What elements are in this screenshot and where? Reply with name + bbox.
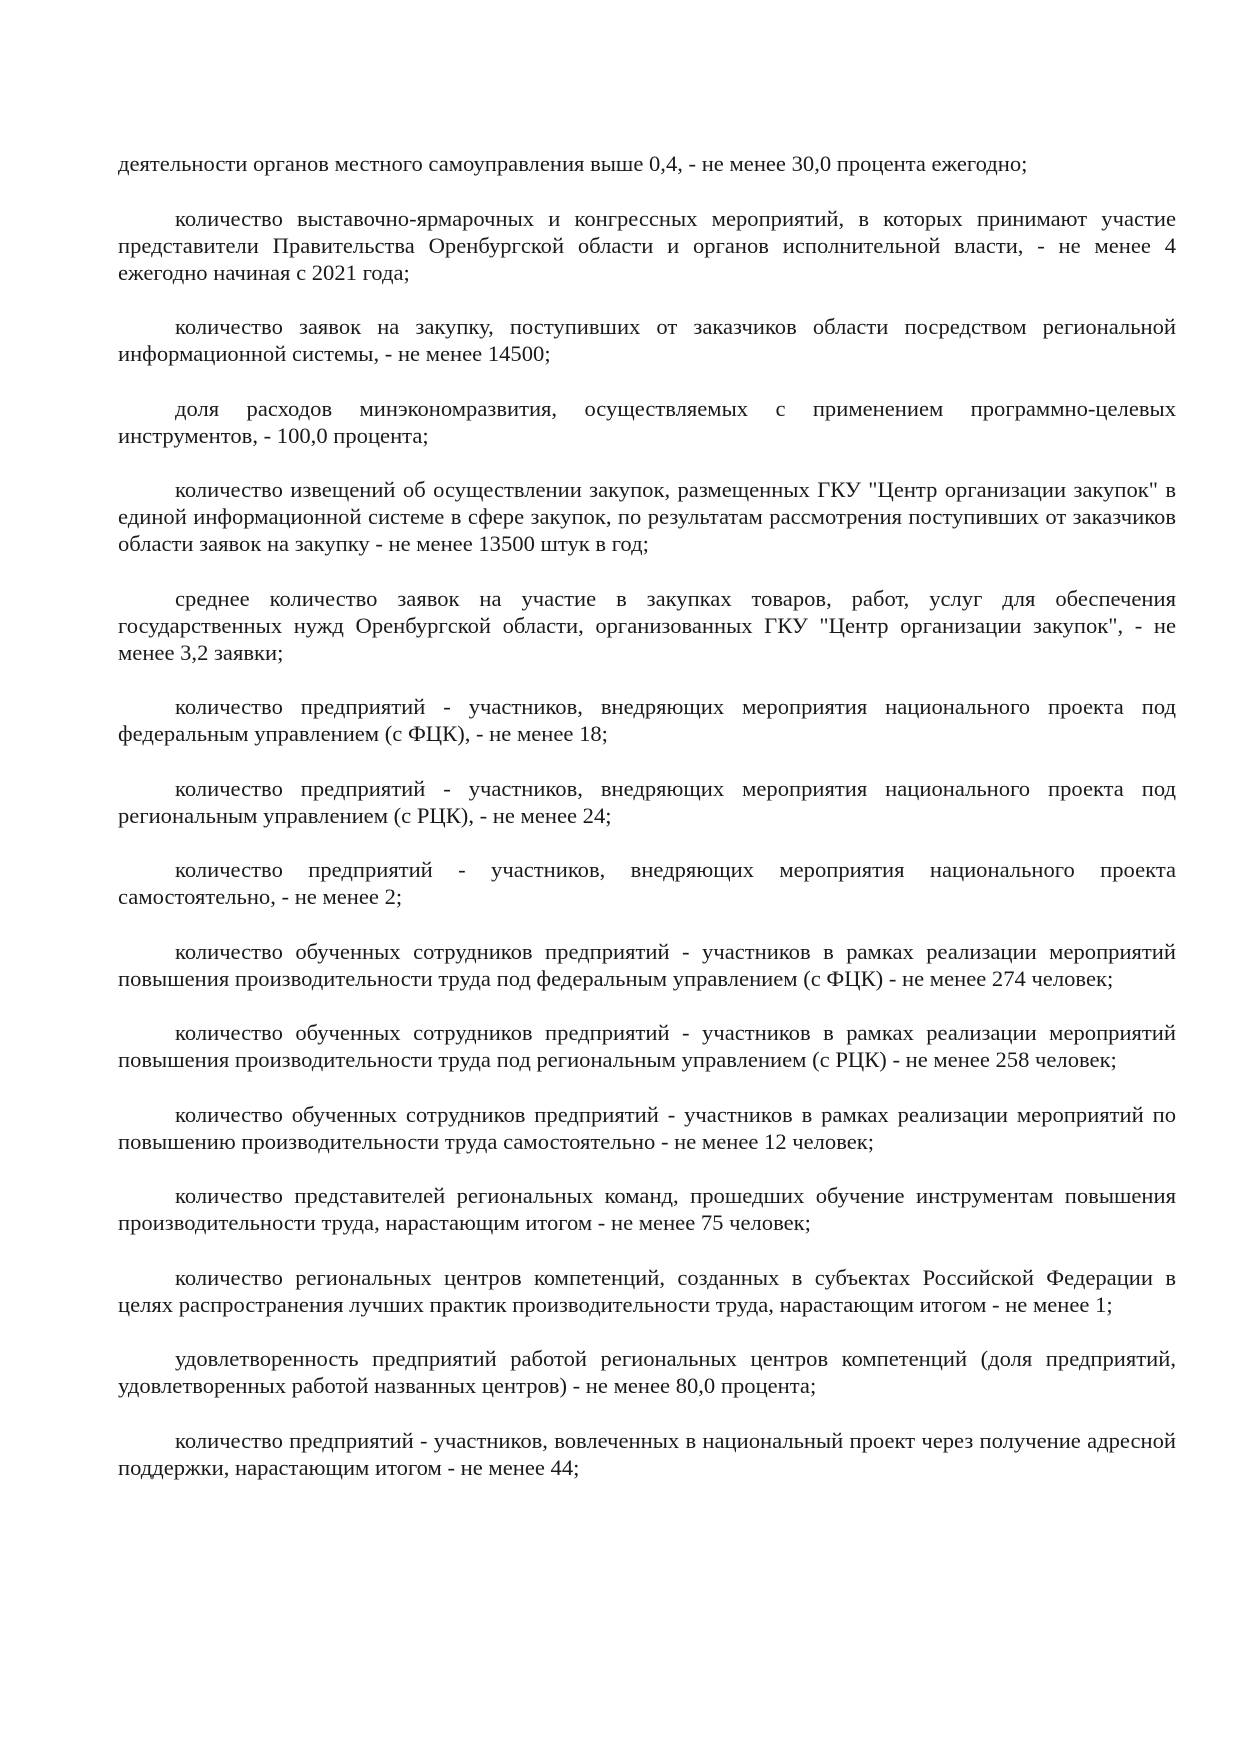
- paragraph-enterprises-rck: количество предприятий - участников, внедряющих мероприятия национального проекта под региональным управлением (с РЦК), - не менее 24;: [118, 775, 1176, 828]
- paragraph-average-bids: среднее количество заявок на участие в закупках товаров, работ, услуг для обеспечения государственных нужд Оренбургской области, организованных ГКУ "Центр организации закупок", - не менее 3,2 заявки;: [118, 585, 1176, 665]
- paragraph-procurement-notices: количество извещений об осуществлении закупок, размещенных ГКУ "Центр организации закупок" в единой информационной системе в сфере закупок, по результатам рассмотрения поступивших от заказчиков области заявок на закупку - не менее 13500 штук в год;: [118, 477, 1176, 556]
- paragraph-continuation: деятельности органов местного самоуправления выше 0,4, - не менее 30,0 процента ежегодно;: [118, 151, 1028, 176]
- paragraph-trained-independent: количество обученных сотрудников предприятий - участников в рамках реализации мероприятий по повышению производительности труда самостоятельно - не менее 12 человек;: [118, 1101, 1176, 1154]
- paragraph-competence-centers: количество региональных центров компетенций, созданных в субъектах Российской Федерации в целях распространения лучших практик производительности труда, нарастающим итогом - не менее 1;: [118, 1264, 1176, 1317]
- paragraph-exhibition-events: количество выставочно-ярмарочных и конгрессных мероприятий, в которых принимают участие представители Правительства Оренбургской области и органов исполнительной власти, - не менее 4 ежегодно начиная с 2021 года;: [118, 205, 1176, 285]
- paragraph-enterprises-fck: количество предприятий - участников, внедряющих мероприятия национального проекта под федеральным управлением (с ФЦК), - не менее 18;: [118, 694, 1176, 746]
- paragraph-program-expenses: доля расходов минэкономразвития, осуществляемых с применением программно-целевых инструментов, - 100,0 процента;: [118, 395, 1176, 448]
- paragraph-satisfaction: удовлетворенность предприятий работой региональных центров компетенций (доля предприятий, удовлетворенных работой названных центров) - не менее 80,0 процента;: [118, 1346, 1176, 1398]
- paragraph-targeted-support: количество предприятий - участников, вовлеченных в национальный проект через получение адресной поддержки, нарастающим итогом - не менее 44;: [118, 1427, 1176, 1480]
- paragraph-enterprises-independent: количество предприятий - участников, внедряющих мероприятия национального проекта самостоятельно, - не менее 2;: [118, 857, 1176, 909]
- paragraph-trained-fck: количество обученных сотрудников предприятий - участников в рамках реализации мероприятий повышения производительности труда под федеральным управлением (с ФЦК) - не менее 274 человек;: [118, 938, 1176, 991]
- document-body: [118, 150, 1176, 1508]
- paragraph-purchase-requests: количество заявок на закупку, поступивших от заказчиков области посредством региональной информационной системы, - не менее 14500;: [118, 314, 1176, 366]
- paragraph-regional-teams: количество представителей региональных команд, прошедших обучение инструментам повышения производительности труда, нарастающим итогом - не менее 75 человек;: [118, 1183, 1176, 1235]
- paragraph-trained-rck: количество обученных сотрудников предприятий - участников в рамках реализации мероприятий повышения производительности труда под региональным управлением (с РЦК) - не менее 258 человек;: [118, 1020, 1176, 1072]
